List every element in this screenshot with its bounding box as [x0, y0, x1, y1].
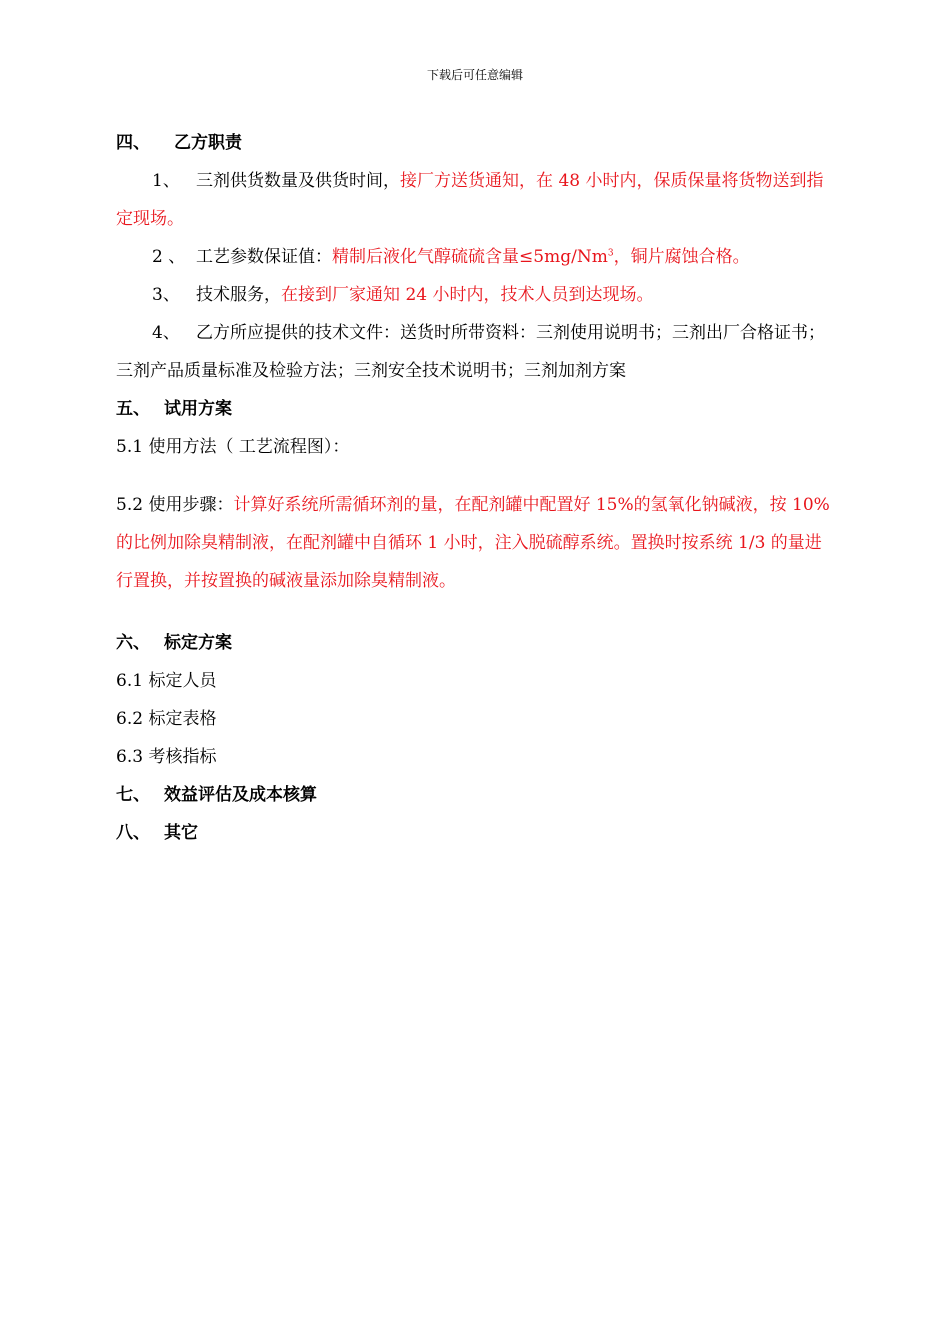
section-5-number: 五、 [116, 399, 150, 419]
item-2-text: 工艺参数保证值： [196, 247, 333, 267]
section-4-item-4 [116, 314, 836, 390]
section-6-title: 标定方案 [164, 633, 232, 653]
item-2-label: 2 、 [152, 247, 186, 267]
section-4-item-1 [116, 162, 836, 238]
item-3-label: 3、 [152, 285, 180, 305]
item-1-highlight: 接厂方送货通知，在 48 小时内，保质保量将货物送到指定现场。 [116, 171, 824, 229]
section-5-2 [116, 486, 836, 600]
document-body [116, 124, 836, 852]
item-4-label: 4、 [152, 323, 180, 343]
section-4-number: 四、 [116, 133, 150, 153]
item-2-highlight-b: ，铜片腐蚀合格。 [613, 247, 750, 267]
item-2-superscript: 3 [607, 248, 614, 259]
section-4-item-3 [116, 276, 836, 314]
section-7-number: 七、 [116, 785, 150, 805]
section-4-item-2 [116, 238, 836, 276]
item-3-text: 技术服务， [196, 285, 282, 305]
section-8-number: 八、 [116, 823, 150, 843]
item-4-text: 乙方所应提供的技术文件：送货时所带资料：三剂使用说明书；三剂出厂合格证书；三剂产品质量标准及检验方法；三剂安全技术说明书；三剂加剂方案 [116, 323, 826, 381]
item-2-highlight-a: 精制后液化气醇硫硫含量≤5mg/Nm [332, 247, 608, 267]
spacer [116, 600, 836, 624]
section-6-1: 6.1 标定人员 [116, 671, 217, 691]
section-7-heading [116, 776, 836, 814]
section-7-title: 效益评估及成本核算 [164, 785, 317, 805]
section-5-title: 试用方案 [164, 399, 232, 419]
section-5-1: 5.1 使用方法（ 工艺流程图）： [116, 437, 350, 457]
item-1-text: 三剂供货数量及供货时间， [196, 171, 401, 191]
section-8-heading [116, 814, 836, 852]
item-3-highlight: 在接到厂家通知 24 小时内，技术人员到达现场。 [281, 285, 654, 305]
section-5-2-highlight: 计算好系统所需循环剂的量，在配剂罐中配置好 15%的氢氧化钠碱液，按 10%的比例加除臭精制液，在配剂罐中自循环 1 小时，注入脱硫醇系统。置换时按系统 1/3 的量进行置换，并按置换的碱液量添加除臭精制液。 [116, 495, 830, 591]
spacer [116, 466, 836, 486]
item-1-label: 1、 [152, 171, 180, 191]
section-6-3: 6.3 考核指标 [116, 747, 217, 767]
section-4-title: 乙方职责 [174, 133, 242, 153]
section-5-heading [116, 390, 836, 428]
section-6-number: 六、 [116, 633, 150, 653]
page-header: 下载后可任意编辑 [426, 68, 523, 82]
section-6-2: 6.2 标定表格 [116, 709, 217, 729]
section-8-title: 其它 [164, 823, 198, 843]
section-5-2-label: 5.2 使用步骤： [116, 495, 234, 515]
section-4-heading [116, 124, 836, 162]
section-6-heading [116, 624, 836, 662]
